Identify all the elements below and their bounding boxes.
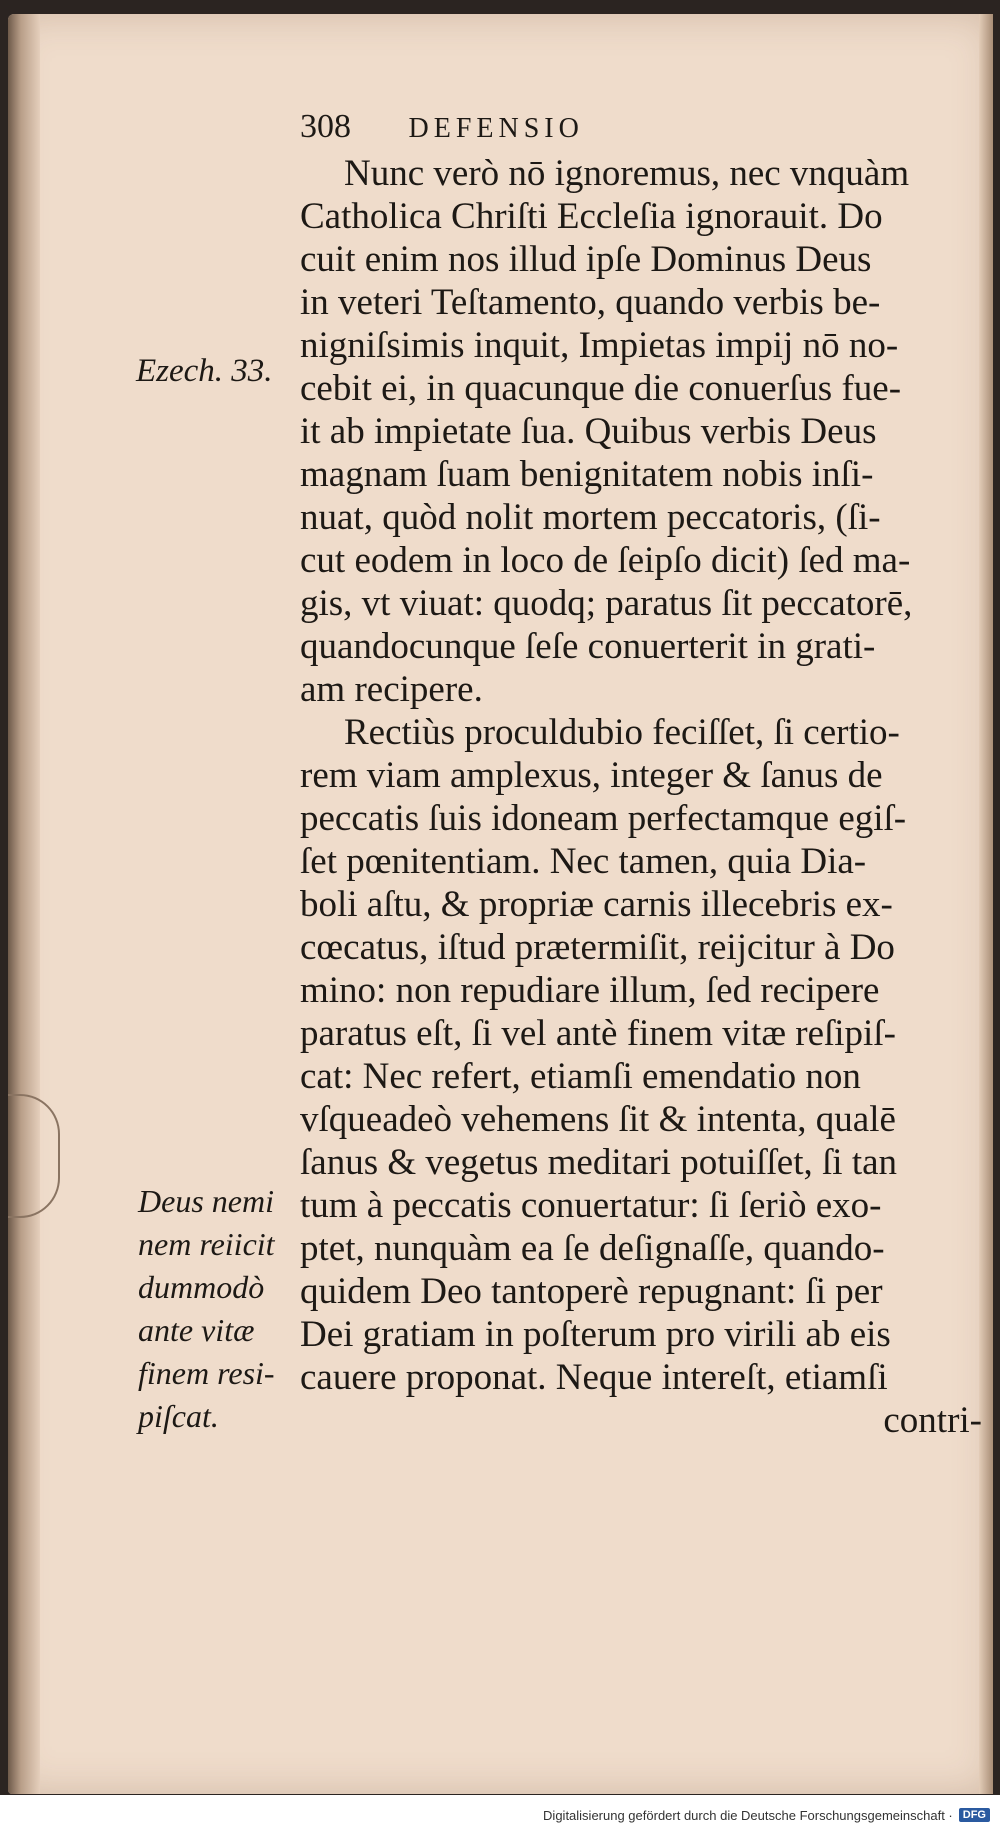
text-line: cœcatus, iſtud prætermiſit, reijcitur à Do [300, 927, 895, 968]
text-line: am recipere. [300, 669, 483, 710]
margin-note-line: nem reiicit [138, 1226, 275, 1262]
margin-note-deus [138, 1180, 275, 1438]
margin-note-line: finem resi- [138, 1355, 275, 1391]
text-line: nigniſsimis inquit, Impietas impij nō no- [300, 325, 899, 366]
text-line: Dei gratiam in poſterum pro virili ab eis [300, 1314, 891, 1355]
margin-note-line: dummodò [138, 1269, 265, 1305]
text-line: Nunc verò nō ignoremus, nec vnquàm [344, 153, 910, 194]
text-line: mino: non repudiare illum, ſed recipere [300, 970, 880, 1011]
digitization-footer [0, 1795, 1000, 1835]
text-line: ptet, nunquàm ea ſe deſignaſſe, quando- [300, 1228, 885, 1269]
text-line: in veteri Teſtamento, quando verbis be- [300, 282, 881, 323]
page-edge-left [8, 14, 40, 1794]
footer-credit: Digitalisierung gefördert durch die Deutsche Forschungsgemeinschaft · [543, 1807, 953, 1823]
text-line: quidem Deo tantoperè repugnant: ſi per [300, 1271, 883, 1312]
text-line: nuat, quòd nolit mortem peccatoris, (ſi- [300, 497, 881, 538]
text-line: cuit enim nos illud ipſe Dominus Deus [300, 239, 872, 280]
text-line: vſqueadeò vehemens ſit & intenta, qualē [300, 1099, 896, 1140]
text-line: paratus eſt, ſi vel antè finem vitæ reſipiſ- [300, 1013, 896, 1054]
text-line: peccatis ſuis idoneam perfectamque egiſ- [300, 798, 907, 839]
text-line: quandocunque ſeſe conuerterit in grati- [300, 626, 876, 667]
text-line: cat: Nec refert, etiamſi emendatio non [300, 1056, 861, 1097]
text-line: it ab impietate ſua. Quibus verbis Deus [300, 411, 877, 452]
catchword: contri- [883, 1400, 982, 1441]
margin-note-line: piſcat. [138, 1398, 219, 1434]
body-text [300, 152, 990, 1442]
text-line: boli aſtu, & propriæ carnis illecebris ex- [300, 884, 893, 925]
margin-note-ezech: Ezech. 33. [136, 353, 273, 389]
page-clip-mark [8, 1094, 60, 1218]
text-line: rem viam amplexus, integer & ſanus de [300, 755, 883, 796]
page-header [300, 108, 584, 146]
text-line: ſet pœnitentiam. Nec tamen, quia Dia- [300, 841, 867, 882]
text-line: tum à peccatis conuertatur: ſi ſeriò exo- [300, 1185, 882, 1226]
text-line: ſanus & vegetus meditari potuiſſet, ſi tan [300, 1142, 898, 1183]
text-line: cebit ei, in quacunque die conuerſus fue- [300, 368, 902, 409]
page-number: 308 [300, 108, 351, 145]
text-line: Catholica Chriſti Eccleſia ignorauit. Do [300, 196, 883, 237]
margin-note-line: Deus nemi [138, 1183, 274, 1219]
text-line: magnam ſuam benignitatem nobis inſi- [300, 454, 874, 495]
dfg-logo: DFG [959, 1808, 990, 1822]
margin-note-line: ante vitæ [138, 1312, 255, 1348]
text-line: cauere proponat. Neque intereſt, etiamſi [300, 1357, 888, 1398]
text-line: gis, vt viuat: quodq; paratus ſit peccatorē, [300, 583, 913, 624]
text-line: cut eodem in loco de ſeipſo dicit) ſed ma- [300, 540, 911, 581]
running-title: DEFENSIO [408, 113, 584, 144]
text-line: Rectiùs proculdubio feciſſet, ſi certio- [344, 712, 900, 753]
